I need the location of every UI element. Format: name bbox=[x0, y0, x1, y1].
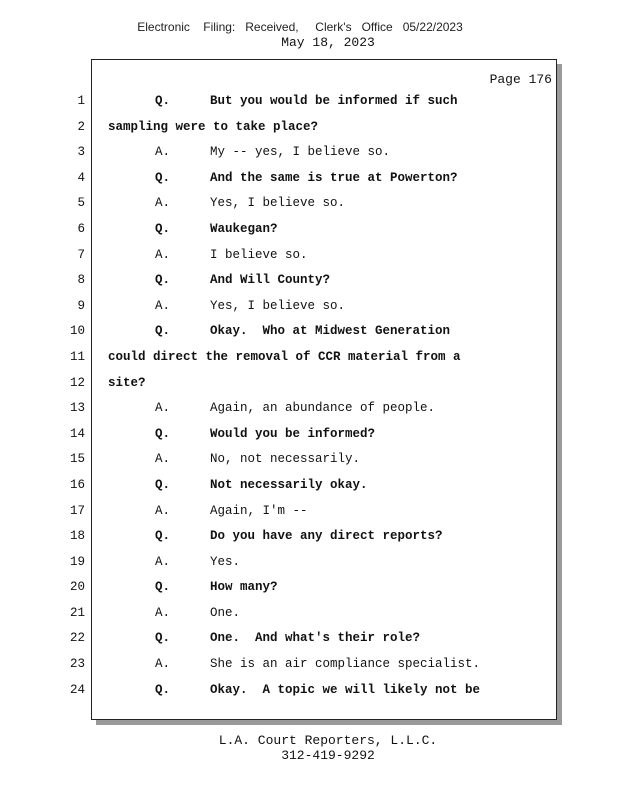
line-number: 2 bbox=[77, 119, 85, 134]
line-number: 11 bbox=[69, 349, 85, 364]
transcript-line bbox=[0, 192, 618, 218]
line-text: I believe so. bbox=[210, 247, 308, 262]
transcript-line bbox=[0, 320, 618, 346]
line-text: Waukegan? bbox=[210, 221, 278, 236]
line-text: Okay. Who at Midwest Generation bbox=[210, 324, 451, 339]
line-text: Would you be informed? bbox=[210, 426, 376, 441]
line-text: Again, I'm -- bbox=[210, 503, 308, 518]
line-number: 19 bbox=[69, 554, 85, 569]
transcript-line bbox=[0, 90, 618, 116]
line-text: Again, an abundance of people. bbox=[210, 401, 436, 416]
footer bbox=[0, 733, 618, 763]
transcript-line bbox=[0, 244, 618, 270]
line-text: No, not necessarily. bbox=[210, 452, 361, 467]
deposition-date: May 18, 2023 bbox=[281, 35, 375, 50]
transcript-line bbox=[0, 141, 618, 167]
line-text: And the same is true at Powerton? bbox=[210, 170, 458, 185]
speaker-label: A. bbox=[155, 657, 171, 672]
speaker-label: Q. bbox=[155, 324, 171, 339]
line-number: 15 bbox=[69, 452, 85, 467]
line-text: One. And what's their role? bbox=[210, 631, 421, 646]
speaker-label: A. bbox=[155, 196, 171, 211]
line-text: site? bbox=[108, 375, 146, 390]
transcript-line bbox=[0, 116, 618, 142]
transcript-line bbox=[0, 167, 618, 193]
line-text: Yes, I believe so. bbox=[210, 196, 346, 211]
speaker-label: Q. bbox=[155, 94, 171, 108]
speaker-label: Q. bbox=[155, 170, 171, 185]
line-number: 24 bbox=[69, 682, 85, 697]
line-number: 6 bbox=[77, 221, 85, 236]
line-number: 20 bbox=[69, 580, 85, 595]
transcript-line bbox=[0, 448, 618, 474]
speaker-label: A. bbox=[155, 247, 171, 262]
page-number: Page 176 bbox=[489, 72, 552, 87]
line-number: 23 bbox=[69, 657, 85, 672]
line-text: could direct the removal of CCR material from a bbox=[108, 349, 461, 364]
transcript-lines bbox=[0, 90, 618, 704]
speaker-label: A. bbox=[155, 145, 171, 160]
line-number: 3 bbox=[77, 145, 85, 160]
transcript-line bbox=[0, 423, 618, 449]
line-text: One. bbox=[210, 605, 241, 620]
speaker-label: Q. bbox=[155, 273, 171, 288]
transcript-line bbox=[0, 500, 618, 526]
line-number: 9 bbox=[77, 298, 85, 313]
speaker-label: A. bbox=[155, 452, 171, 467]
line-text: She is an air compliance specialist. bbox=[210, 657, 481, 672]
speaker-label: A. bbox=[155, 298, 171, 313]
speaker-label: Q. bbox=[155, 580, 171, 595]
line-number: 18 bbox=[69, 529, 85, 544]
speaker-label: A. bbox=[155, 554, 171, 569]
line-number: 10 bbox=[69, 324, 85, 339]
transcript-line bbox=[0, 576, 618, 602]
filing-stamp: Electronic Filing: Received, Clerk's Office 05/22/2023 bbox=[137, 20, 463, 34]
line-number: 1 bbox=[77, 94, 85, 108]
court-reporter-phone: 312-419-9292 bbox=[281, 748, 375, 763]
speaker-label: Q. bbox=[155, 529, 171, 544]
transcript-line bbox=[0, 679, 618, 705]
line-text: Yes. bbox=[210, 554, 241, 569]
line-text: My -- yes, I believe so. bbox=[210, 145, 391, 160]
transcript-line bbox=[0, 474, 618, 500]
line-number: 22 bbox=[69, 631, 85, 646]
line-number: 17 bbox=[69, 503, 85, 518]
transcript-line bbox=[0, 346, 618, 372]
transcript-line bbox=[0, 397, 618, 423]
line-number: 5 bbox=[77, 196, 85, 211]
line-text: sampling were to take place? bbox=[108, 119, 319, 134]
line-number: 7 bbox=[77, 247, 85, 262]
line-text: Do you have any direct reports? bbox=[210, 529, 443, 544]
line-number: 14 bbox=[69, 426, 85, 441]
transcript-line bbox=[0, 653, 618, 679]
line-text: Okay. A topic we will likely not be bbox=[210, 682, 481, 697]
line-number: 12 bbox=[69, 375, 85, 390]
speaker-label: A. bbox=[155, 605, 171, 620]
transcript-line bbox=[0, 295, 618, 321]
line-number: 21 bbox=[69, 605, 85, 620]
transcript-line bbox=[0, 551, 618, 577]
court-reporter-name: L.A. Court Reporters, L.L.C. bbox=[218, 733, 438, 748]
line-text: But you would be informed if such bbox=[210, 94, 458, 108]
line-text: And Will County? bbox=[210, 273, 331, 288]
speaker-label: Q. bbox=[155, 426, 171, 441]
line-text: Not necessarily okay. bbox=[210, 477, 368, 492]
transcript-line bbox=[0, 218, 618, 244]
line-number: 16 bbox=[69, 477, 85, 492]
speaker-label: Q. bbox=[155, 682, 171, 697]
speaker-label: Q. bbox=[155, 631, 171, 646]
transcript-line bbox=[0, 602, 618, 628]
transcript-line bbox=[0, 372, 618, 398]
line-number: 13 bbox=[69, 401, 85, 416]
line-text: How many? bbox=[210, 580, 278, 595]
line-number: 4 bbox=[77, 170, 85, 185]
speaker-label: A. bbox=[155, 503, 171, 518]
line-text: Yes, I believe so. bbox=[210, 298, 346, 313]
speaker-label: A. bbox=[155, 401, 171, 416]
speaker-label: Q. bbox=[155, 477, 171, 492]
speaker-label: Q. bbox=[155, 221, 171, 236]
line-number: 8 bbox=[77, 273, 85, 288]
transcript-line bbox=[0, 627, 618, 653]
transcript-line bbox=[0, 269, 618, 295]
transcript-line bbox=[0, 525, 618, 551]
